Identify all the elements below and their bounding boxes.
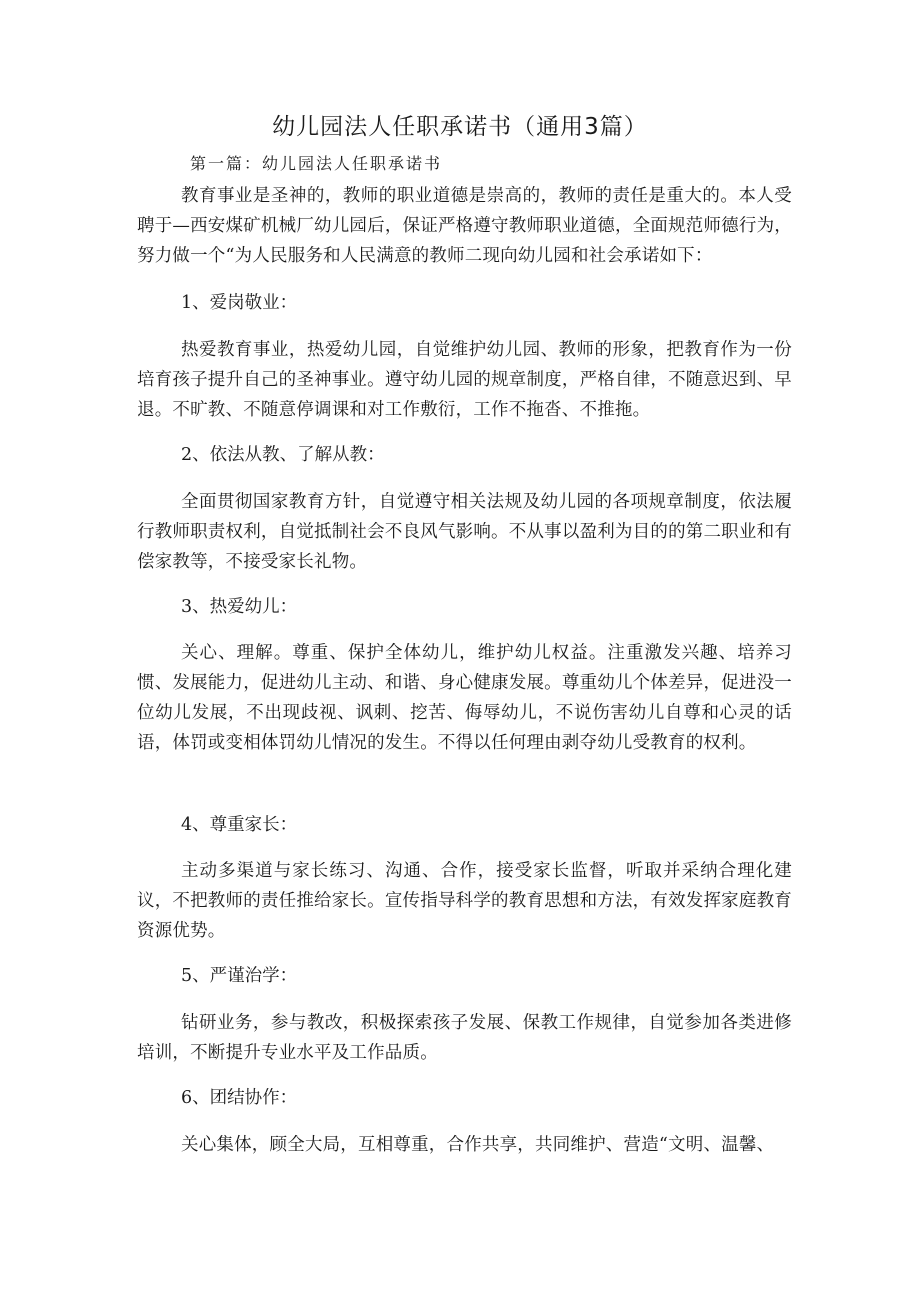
section-heading-2: 2、依法从教、了解从教：: [181, 445, 385, 465]
section-heading-4: 4、尊重家长：: [181, 815, 298, 835]
section-paragraph-6: 关心集体，顾全大局，互相尊重，合作共享，共同维护、营造“文明、温馨、: [181, 1135, 775, 1155]
section-paragraph-2: 全面贯彻国家教育方针，自觉遵守相关法规及幼儿园的各项规章制度，依法履行教师职责权利，自觉抵制社会不良风气影响。不从事以盈利为目的的第二职业和有偿家教等，不接受家长礼物。: [137, 492, 792, 572]
section-heading-5: 5、严谨治学：: [181, 966, 298, 986]
document-title: 幼儿园法人任职承诺书（通用3篇）: [272, 114, 648, 140]
section-heading-6: 6、团结协作：: [181, 1088, 298, 1108]
section-paragraph-3: 关心、理解。尊重、保护全体幼儿，维护幼儿权益。注重激发兴趣、培养习惯、发展能力，促进幼儿主动、和谐、身心健康发展。尊重幼儿个体差异，促进没一位幼儿发展，不出现歧视、讽刺、挖苦、侮辱幼儿，不说伤害幼儿自尊和心灵的话语，体罚或变相体罚幼儿情况的发生。不得以任何理由剥夺幼儿受教育的权利。: [137, 643, 792, 753]
part-subtitle: 第一篇：幼儿园法人任职承诺书: [190, 154, 443, 173]
section-paragraph-1: 热爱教育事业，热爱幼儿园，自觉维护幼儿园、教师的形象，把教育作为一份培育孩子提升自己的圣神事业。遵守幼儿园的规章制度，严格自律，不随意迟到、早退。不旷教、不随意停调课和对工作敷衍，工作不拖沓、不推拖。: [137, 340, 792, 420]
section-heading-1: 1、爱岗敬业：: [181, 293, 298, 313]
section-paragraph-4: 主动多渠道与家长练习、沟通、合作，接受家长监督，听取并采纳合理化建议，不把教师的责任推给家长。宣传指导科学的教育思想和方法，有效发挥家庭教育资源优势。: [137, 861, 792, 941]
section-heading-3: 3、热爱幼儿：: [181, 597, 298, 617]
intro-paragraph: 教育事业是圣神的，教师的职业道德是崇高的，教师的责任是重大的。本人受聘于—西安煤矿机械厂幼儿园后，保证严格遵守教师职业道德，全面规范师德行为，努力做一个“为人民服务和人民满意的教师二现向幼儿园和社会承诺如下：: [137, 186, 792, 266]
section-paragraph-5: 钻研业务，参与教改，积极探索孩子发展、保教工作规律，自觉参加各类进修培训，不断提升专业水平及工作品质。: [137, 1013, 792, 1063]
